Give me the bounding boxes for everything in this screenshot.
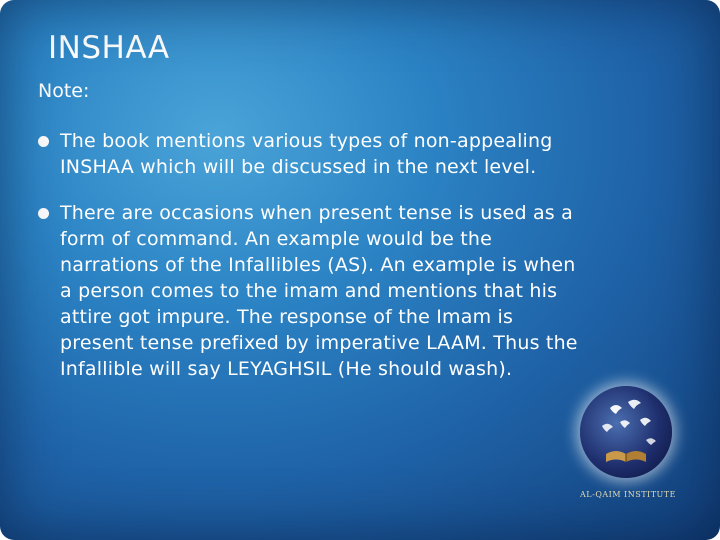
bullet-item: [38, 200, 578, 382]
note-label: Note:: [38, 80, 90, 102]
bullet-text: There are occasions when present tense is used as a form of command. An example would be the narrations of the Infallibles (AS). An example is when a person comes to the imam and mentions that his attire got impure. The response of the Imam is present tense prefixed by imperative LAAM. Thus the Infallible will say LEYAGHSIL (He should wash).: [60, 202, 578, 380]
bullet-list: [38, 128, 578, 402]
bullet-dot-icon: [38, 208, 49, 219]
institute-logo: [576, 386, 680, 522]
emblem-graphic: [580, 386, 672, 478]
bullet-item: [38, 128, 578, 180]
bullet-text: The book mentions various types of non-appealing INSHAA which will be discussed in the next level.: [60, 130, 553, 178]
bullet-dot-icon: [38, 136, 49, 147]
logo-caption: AL-QAIM INSTITUTE: [580, 490, 676, 499]
slide-title: INSHAA: [48, 30, 170, 66]
dove-emblem-icon: [580, 386, 672, 478]
